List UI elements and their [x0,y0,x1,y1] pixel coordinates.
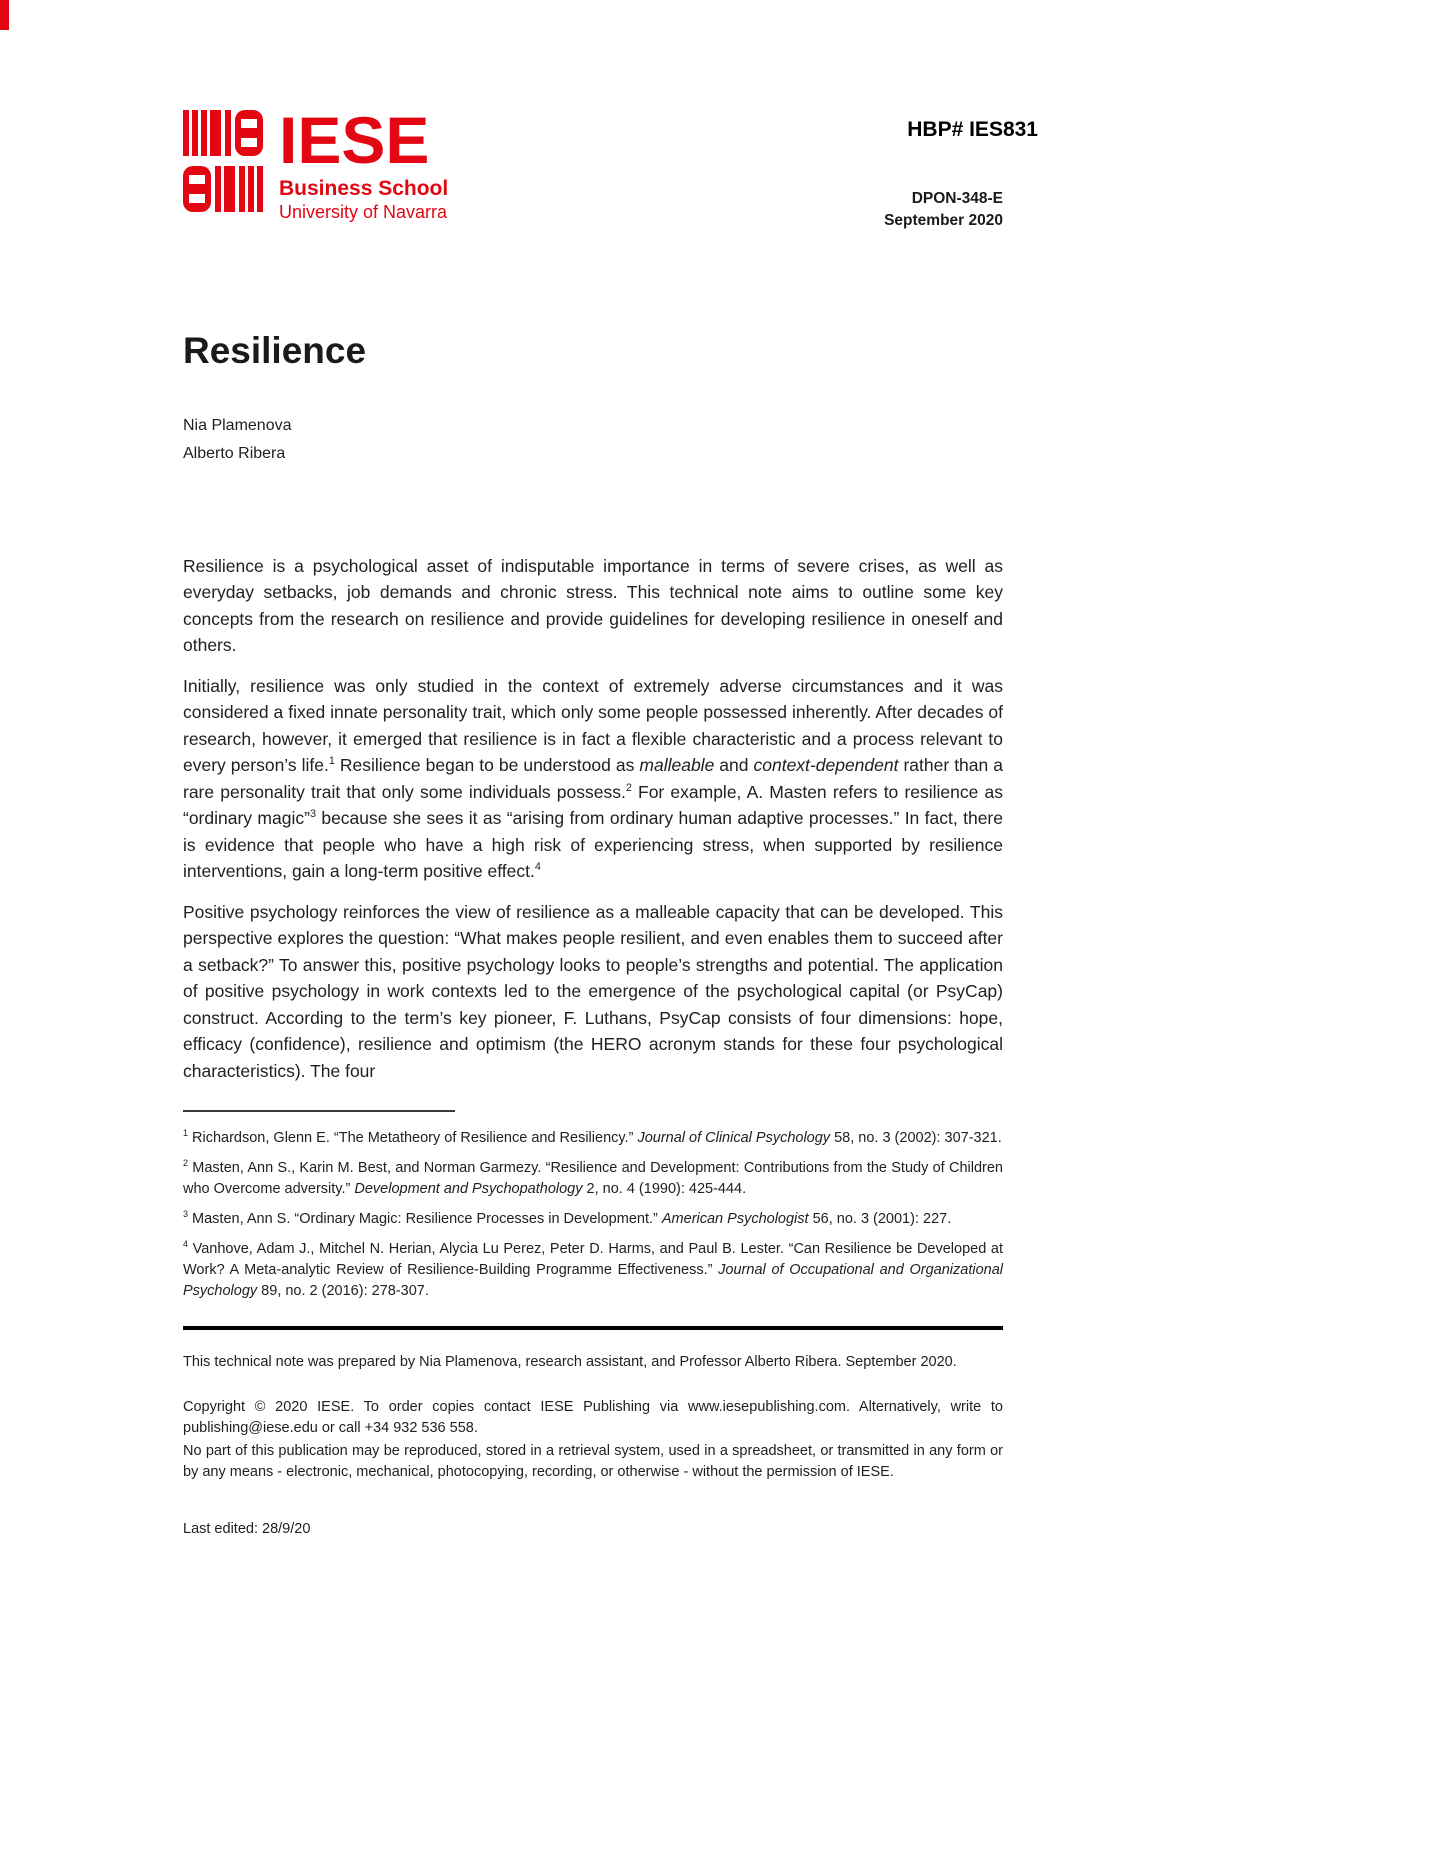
iese-logo-acronym: IESE [279,103,430,177]
last-edited: Last edited: 28/9/20 [183,1521,311,1538]
permissions-notice: No part of this publication may be reproduced, stored in a retrieval system, used in a spreadsheet, or transmitted in any form or by any means - electronic, mechanical, photocopying, recording, or otherwise - without the permission of IESE. [183,1443,1003,1481]
iese-logo [183,103,449,227]
prepared-note: This technical note was prepared by Nia Plamenova, research assistant, and Professor Alberto Ribera. September 2020. [183,1354,957,1371]
iese-logo-university: University of Navarra [279,201,448,222]
body-paragraphs [183,553,1003,1085]
footnote: $^4$ Vanhove, Adam J., Mitchel N. Herian, Alycia Lu Perez, Peter D. Harms, and Paul B. Lester. “Can Resilience be Developed at Work? A Meta-analytic Review of Resilience-Building Programme Effectiveness.” Journal of Occupational and Organizational Psychology 89, no. 2 (2016): 278-307. [183,1239,1004,1300]
body-paragraph: Resilience is a psychological asset of indisputable importance in terms of severe crises, as well as everyday setbacks, job demands and chronic stress. This technical note aims to outline some key concepts from the research on resilience and provide guidelines for developing resilience in oneself and others. [183,555,1003,656]
footnote: $^3$ Masten, Ann S. “Ordinary Magic: Resilience Processes in Development.” American Psychologist 56, no. 3 (2001): 227. [183,1209,952,1228]
author-name: Nia Plamenova [183,417,292,434]
page-corner-mark [0,0,9,30]
page-header [183,103,1038,230]
copyright-notice: Copyright © 2020 IESE. To order copies contact IESE Publishing via www.iesepublishing.com. Alternatively, write to publishing@iese.edu or call +34 932 536 558. [183,1399,1003,1437]
header-codes [884,110,1038,230]
document-date: September 2020 [884,212,1003,229]
iese-logo-text [279,103,449,223]
body-paragraph: Positive psychology reinforces the view of resilience as a malleable capacity that can be developed. This perspective explores the question: “What makes people resilient, and even enables them to succeed after a setback?” To answer this, positive psychology looks to people’s strengths and potential. The application of positive psychology in work contexts led to the emergence of the psychological capital (or PsyCap) construct. According to the term’s key pioneer, F. Luthans, PsyCap consists of four dimensions: hope, efficacy (confidence), resilience and optimism (the HERO acronym stands for these four psychological characteristics). The four [183,901,1003,1081]
footnote-divider [183,1110,455,1112]
footnote: $^2$ Masten, Ann S., Karin M. Best, and Norman Garmezy. “Resilience and Development: Contributions from the Study of Children who Overcome adversity.” Development and Psychopathology 2, no. 4 (1990): 425-444. [183,1158,1003,1198]
footnote: $^1$ Richardson, Glenn E. “The Metatheory of Resilience and Resiliency.” Journal of Clinical Psychology 58, no. 3 (2002): 307-321. [183,1128,1002,1147]
iese-logo-subtitle: Business School [279,176,449,200]
iese-logo-icon [183,110,263,227]
footnotes-list [183,1128,1003,1302]
hbp-code: HBP# IES831 [907,118,1038,141]
footer-rule [183,1326,1003,1330]
author-name: Alberto Ribera [183,444,286,462]
authors-list [183,416,1003,465]
page-title: Resilience [183,330,367,371]
document-code: DPON-348-E [911,190,1003,207]
body-paragraph: Initially, resilience was only studied in the context of extremely adverse circumstances and it was considered a fixed innate personality trait, which only some people possessed inherently. After decades of research, however, it emerged that resilience is in fact a flexible characteristic and a process relevant to every person’s life.$^1$ Resilience began to be understood as malleable and context-dependent rather than a rare personality trait that only some individuals possess.$^2$ For example, A. Masten refers to resilience as “ordinary magic”$^3$ because she sees it as “arising from ordinary human adaptive processes.” In fact, there is evidence that people who have a high risk of experiencing stress, when supported by resilience interventions, gain a long-term positive effect.$^4$ [183,675,1003,882]
